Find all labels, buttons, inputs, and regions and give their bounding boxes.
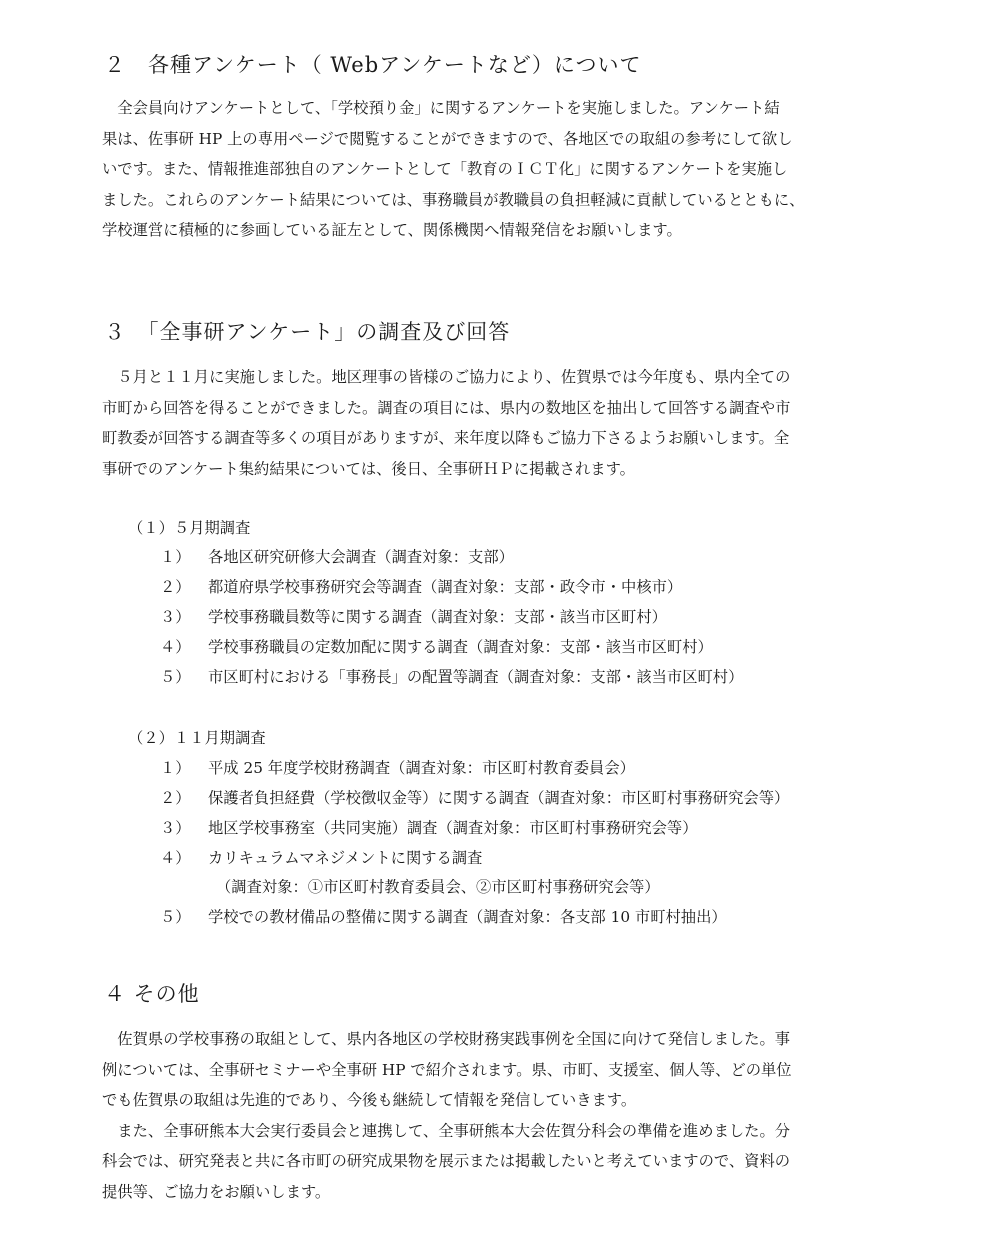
section-2-line: 全会員向けアンケートとして、「学校預り金」に関するアンケートを実施しました。アンケート結 [102,99,780,117]
section-4-line: 提供等、ご協力をお願いします。 [102,1182,331,1201]
item-number: ５） [160,908,191,926]
section-2-paragraph [102,93,886,246]
nov-survey-item [160,791,789,806]
section-3-paragraph [102,362,886,484]
section-4-line: でも佐賀県の取組は先進的であり、今後も継続して情報を発信していきます。 [102,1091,637,1109]
section-4-paragraph [102,1024,886,1207]
item-text: 保護者負担経費（学校徴収金等）に関する調査（調査対象：市区町村事務研究会等） [208,789,790,807]
section-3-line: ５月と１１月に実施しました。地区理事の皆様のご協力により、佐賀県では今年度も、県内全ての [102,368,791,386]
item-number: １） [160,759,191,777]
item-number: １） [160,548,191,566]
item-number: ４） [160,638,191,656]
item-number: ３） [160,819,191,837]
may-survey-item [160,580,682,595]
item-number: ２） [160,578,191,596]
item-text: 都道府県学校事務研究会等調査（調査対象：支部・政令市・中核市） [208,578,683,596]
item-text: 各地区研究研修大会調査（調査対象：支部） [208,548,514,566]
nov-survey-item [160,821,698,836]
item-text: 平成 25 年度学校財務調査（調査対象：市区町村教育委員会） [208,759,635,777]
section-4-line: 科会では、研究発表と共に各市町の研究成果物を展示または掲載したいと考えていますので、資料の [102,1152,791,1170]
nov-survey-item [160,761,635,776]
may-survey-title: （１）５月期調査 [128,519,251,537]
item-text: 市区町村における「事務長」の配置等調査（調査対象：支部・該当市区町村） [208,668,744,686]
section-4-line: 佐賀県の学校事務の取組として、県内各地区の学校財務実践事例を全国に向けて発信しました。事 [102,1030,791,1048]
may-survey-item [160,610,667,625]
item-text: 学校事務職員数等に関する調査（調査対象：支部・該当市区町村） [208,608,667,626]
section-2-heading: ２ 各種アンケート（ Webアンケートなど）について [104,53,642,77]
section-2-line: ました。これらのアンケート結果については、事務職員が教職員の負担軽減に貢献しているとともに、 [102,190,805,209]
section-3-line: 市町から回答を得ることができました。調査の項目には、県内の数地区を抽出して回答する調査や市 [102,398,791,417]
section-2-line: いです。また、情報推進部独自のアンケートとして「教育のＩＣＴ化」に関するアンケートを実施し [102,160,788,178]
section-4-heading: ４ その他 [104,982,200,1006]
item-text: 学校事務職員の定数加配に関する調査（調査対象：支部・該当市区町村） [208,638,713,656]
nov-survey-item [160,910,727,925]
nov-survey-item [160,851,482,866]
section-3-line: 町教委が回答する調査等多くの項目がありますが、来年度以降もご協力下さるようお願いします。全 [102,429,790,447]
section-2-line: 果は、佐事研 HP 上の専用ページで閲覧することができますので、各地区での取組の参考にして欲し [102,129,793,148]
nov-survey-title: （２）１１月期調査 [128,729,266,747]
section-4-line: 例については、全事研セミナーや全事研 HP で紹介されます。県、市町、支援室、個人等、どの単位 [102,1060,792,1079]
item-text: 地区学校事務室（共同実施）調査（調査対象：市区町村事務研究会等） [208,819,698,837]
item-text: カリキュラムマネジメントに関する調査 [208,849,483,867]
section-2-line: 学校運営に積極的に参画している証左として、関係機関へ情報発信をお願いします。 [102,221,682,239]
section-4-line: また、全事研熊本大会実行委員会と連携して、全事研熊本大会佐賀分科会の準備を進めました。分 [102,1121,791,1140]
may-survey-item [160,670,743,685]
nov-survey-item-4-continuation: （調査対象：①市区町村教育委員会、②市区町村事務研究会等） [216,878,660,896]
item-number: ２） [160,789,191,807]
section-3-line: 事研でのアンケート集約結果については、後日、全事研ＨＰに掲載されます。 [102,459,635,478]
section-3-heading: ３ 「全事研アンケート」の調査及び回答 [104,320,511,344]
item-number: ４） [160,849,191,867]
item-number: ３） [160,608,191,626]
may-survey-item [160,550,514,565]
item-text: 学校での教材備品の整備に関する調査（調査対象：各支部 10 市町村抽出） [208,908,727,926]
item-number: ５） [160,668,191,686]
may-survey-item [160,640,713,655]
